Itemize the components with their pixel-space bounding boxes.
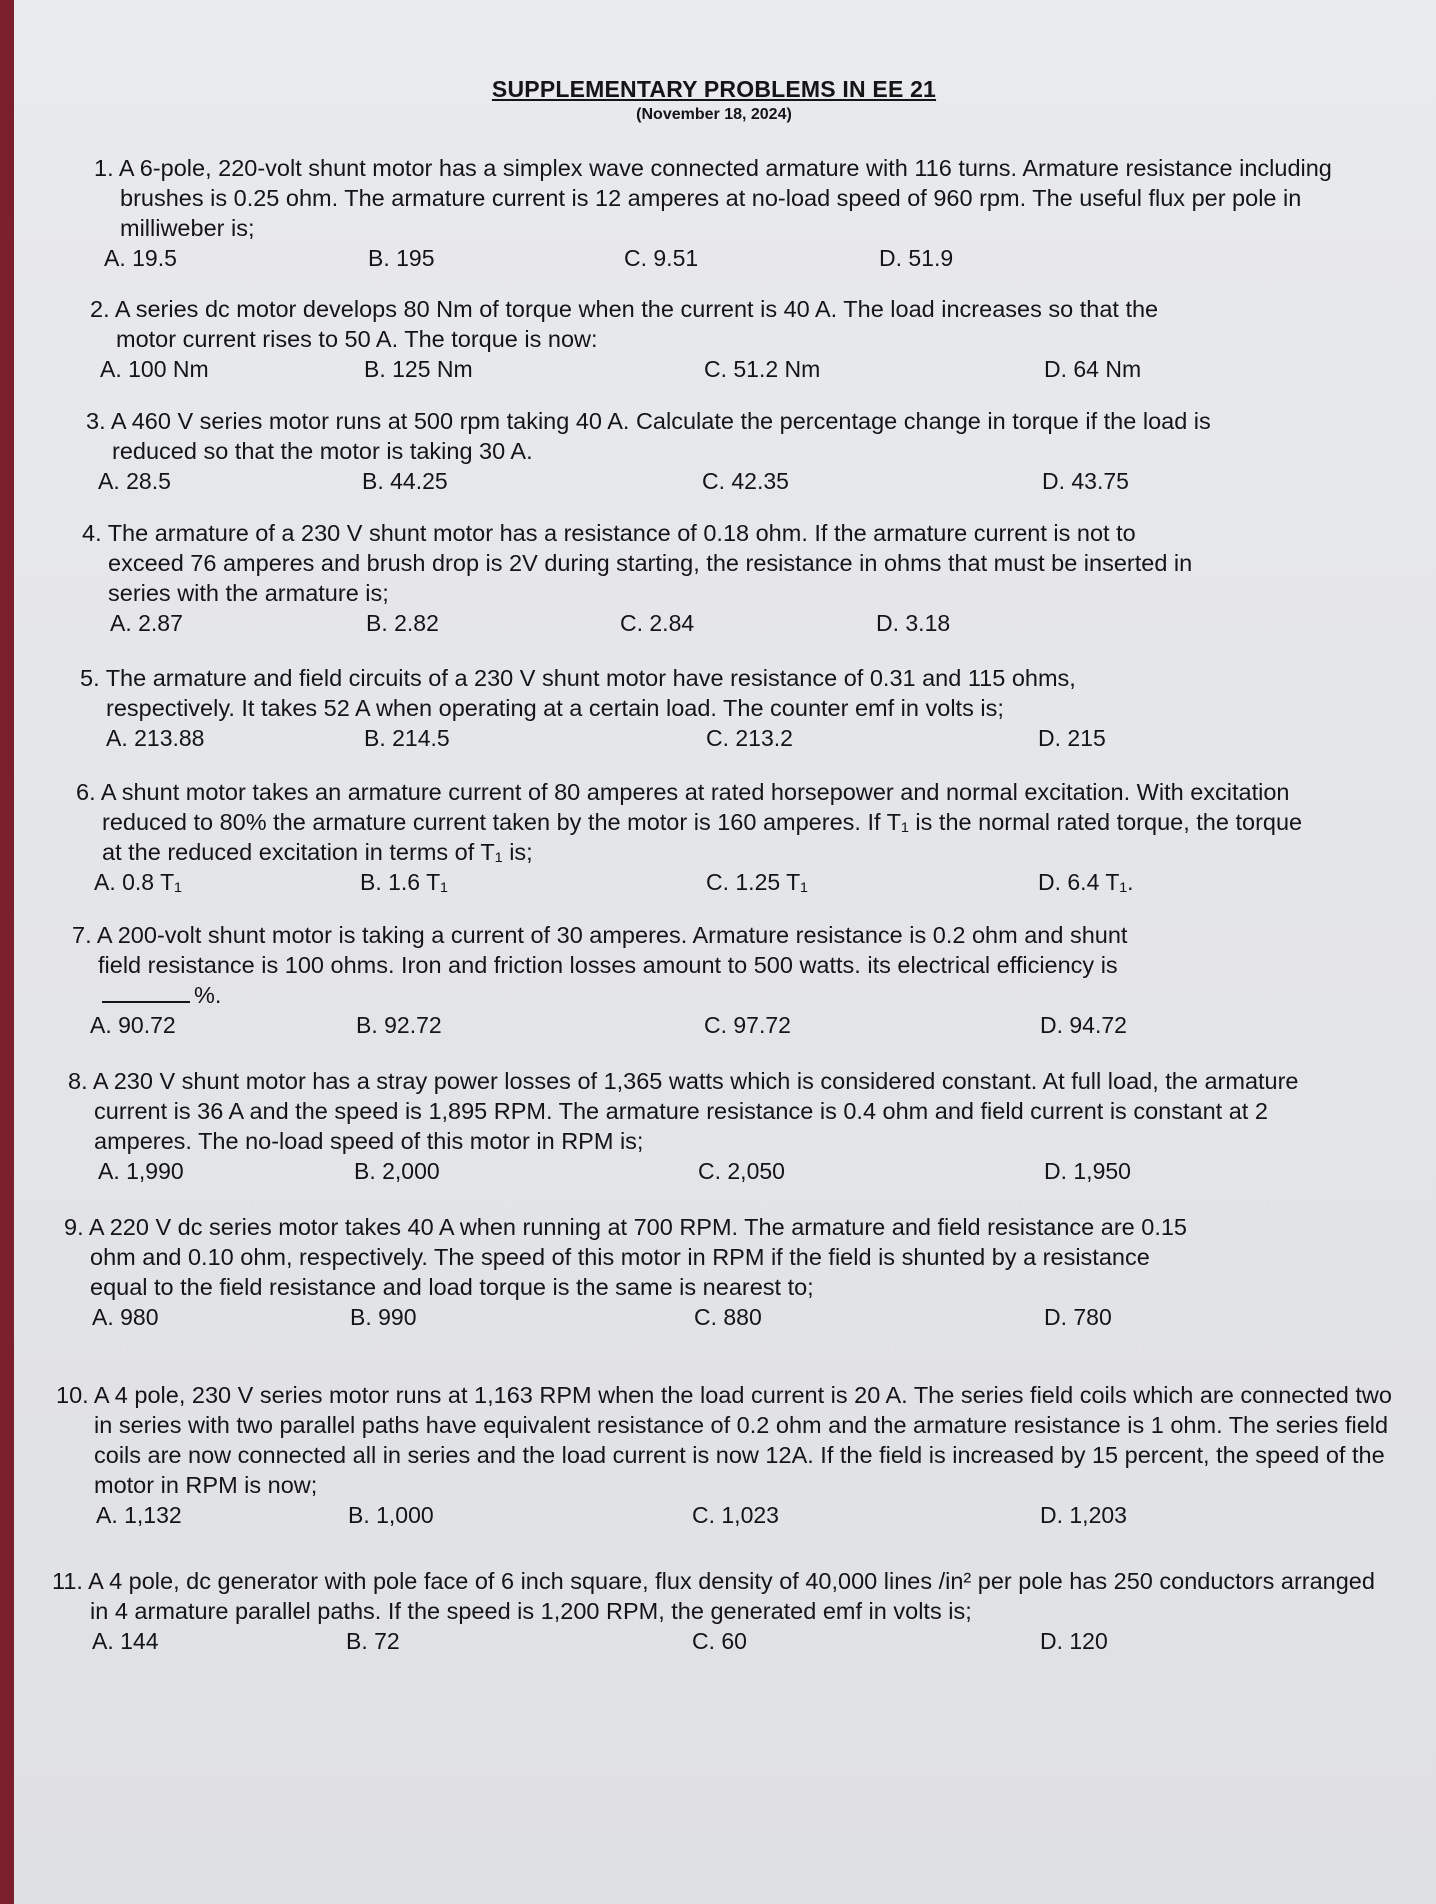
choices	[68, 1158, 1358, 1192]
problem-text: 11. A 4 pole, dc generator with pole face of 6 inch square, flux density of 40,000 lines /in² per pole has 250 conductors arranged in 4 armature parallel paths. If the speed is 1,200 RPM, the generated emf in volts is;	[52, 1568, 1375, 1624]
choices	[82, 610, 1202, 644]
problem-text	[72, 920, 1172, 1010]
choice-b: B. 72	[346, 1628, 400, 1654]
problem-9	[64, 1212, 1204, 1338]
problem-1	[94, 153, 1384, 279]
problem-4	[82, 518, 1202, 644]
choice-c: C. 213.2	[706, 725, 793, 751]
choice-b: B. 1.6 T₁	[360, 869, 448, 895]
choices	[86, 468, 1226, 502]
choice-a: A. 1,990	[98, 1158, 184, 1184]
choice-a: A. 1,132	[96, 1502, 182, 1528]
problem-8	[68, 1066, 1358, 1192]
choice-a: A. 28.5	[98, 468, 171, 494]
problem-text: 4. The armature of a 230 V shunt motor has a resistance of 0.18 ohm. If the armature current is not to exceed 76 amperes and brush drop is 2V during starting, the resistance in ohms that must be inserted in series with the armature is;	[82, 520, 1193, 606]
problem-text: 8. A 230 V shunt motor has a stray power losses of 1,365 watts which is considered constant. At full load, the armature current is 36 A and the speed is 1,895 RPM. The armature resistance is 0.4 ohm and field current is constant at 2 amperes. The no-load speed of this motor in RPM is;	[68, 1068, 1299, 1154]
choice-c: C. 51.2 Nm	[704, 356, 821, 382]
problem-text: 3. A 460 V series motor runs at 500 rpm taking 40 A. Calculate the percentage change in torque if the load is reduced so that the motor is taking 30 A.	[86, 408, 1211, 464]
answer-blank	[102, 1001, 190, 1003]
document-date: (November 18, 2024)	[636, 106, 792, 123]
choice-c: C. 42.35	[702, 468, 789, 494]
choice-d: D. 6.4 T₁.	[1038, 869, 1134, 895]
choices	[72, 1012, 1172, 1046]
problem-10	[56, 1380, 1406, 1536]
problem-text-before: 7. A 200-volt shunt motor is taking a current of 30 amperes. Armature resistance is 0.2 ohm and shunt field resistance is 100 ohms. Iron and friction losses amount to 500 watts. its electrical efficiency is	[72, 922, 1128, 978]
document-title: SUPPLEMENTARY PROBLEMS IN EE 21	[491, 76, 937, 102]
choice-d: D. 1,203	[1040, 1502, 1127, 1528]
choice-a: A. 213.88	[106, 725, 205, 751]
choice-c: C. 1,023	[692, 1502, 779, 1528]
choice-d: D. 120	[1040, 1628, 1108, 1654]
choice-d: D. 94.72	[1040, 1012, 1127, 1038]
choices	[56, 1502, 1406, 1536]
choice-b: B. 1,000	[348, 1502, 434, 1528]
problem-text: 1. A 6-pole, 220-volt shunt motor has a simplex wave connected armature with 116 turns. Armature resistance including brushes is 0.25 ohm. The armature current is 12 amperes at no-load speed of 960 rpm. The useful flux per pole in milliweber is;	[94, 155, 1332, 241]
choice-a: A. 2.87	[110, 610, 183, 636]
choices	[90, 356, 1210, 390]
choice-d: D. 51.9	[879, 245, 954, 271]
choice-d: D. 64 Nm	[1044, 356, 1142, 382]
choice-b: B. 2,000	[354, 1158, 440, 1184]
choices	[94, 245, 1384, 279]
choice-b: B. 195	[368, 245, 435, 271]
choice-c: C. 1.25 T₁	[706, 869, 808, 895]
choice-c: C. 97.72	[704, 1012, 791, 1038]
choice-c: C. 2,050	[698, 1158, 785, 1184]
problem-text: 10. A 4 pole, 230 V series motor runs at 1,163 RPM when the load current is 20 A. The series field coils which are connected two in series with two parallel paths have equivalent resistance of 0.2 ohm and the armature resistance is 1 ohm. The series field coils are now connected all in series and the load current is now 12A. If the field is increased by 15 percent, the speed of the motor in RPM is now;	[56, 1382, 1392, 1498]
choice-a: A. 90.72	[90, 1012, 176, 1038]
header	[14, 76, 1414, 124]
choice-c: C. 880	[694, 1304, 762, 1330]
choice-b: B. 125 Nm	[364, 356, 473, 382]
problem-text: 9. A 220 V dc series motor takes 40 A when running at 700 RPM. The armature and field resistance are 0.15 ohm and 0.10 ohm, respectively. The speed of this motor in RPM if the field is shunted by a resistance equal to the field resistance and load torque is the same is nearest to;	[64, 1214, 1187, 1300]
choice-a: A. 980	[92, 1304, 159, 1330]
choice-d: D. 1,950	[1044, 1158, 1131, 1184]
choice-b: B. 990	[350, 1304, 417, 1330]
choices	[76, 869, 1316, 903]
choice-a: A. 0.8 T₁	[94, 869, 182, 895]
choice-d: D. 43.75	[1042, 468, 1129, 494]
problem-text: 5. The armature and field circuits of a 230 V shunt motor have resistance of 0.31 and 115 ohms, respectively. It takes 52 A when operating at a certain load. The counter emf in volts is;	[80, 665, 1076, 721]
problem-7	[72, 920, 1172, 1046]
choices	[80, 725, 1190, 759]
problem-5	[80, 663, 1190, 759]
document-page	[14, 0, 1436, 1904]
choice-c: C. 2.84	[620, 610, 695, 636]
choice-b: B. 214.5	[364, 725, 450, 751]
problem-text: 6. A shunt motor takes an armature current of 80 amperes at rated horsepower and normal excitation. With excitation reduced to 80% the armature current taken by the motor is 160 amperes. If T₁ is the normal rated torque, the torque at the reduced excitation in terms of T₁ is;	[76, 779, 1303, 865]
problem-text-after: %.	[194, 982, 222, 1008]
choice-b: B. 2.82	[366, 610, 439, 636]
choice-c: C. 60	[692, 1628, 747, 1654]
choice-a: A. 19.5	[104, 245, 177, 271]
choice-d: D. 215	[1038, 725, 1106, 751]
choice-b: B. 92.72	[356, 1012, 442, 1038]
choices	[52, 1628, 1382, 1662]
choice-c: C. 9.51	[624, 245, 699, 271]
problem-3	[86, 406, 1226, 502]
choice-a: A. 144	[92, 1628, 159, 1654]
problem-6	[76, 777, 1316, 903]
problem-text: 2. A series dc motor develops 80 Nm of torque when the current is 40 A. The load increases so that the motor current rises to 50 A. The torque is now:	[90, 296, 1159, 352]
choices	[64, 1304, 1204, 1338]
choice-b: B. 44.25	[362, 468, 448, 494]
problem-2	[90, 294, 1210, 390]
problem-11	[52, 1566, 1382, 1662]
choice-d: D. 780	[1044, 1304, 1112, 1330]
choice-d: D. 3.18	[876, 610, 951, 636]
choice-a: A. 100 Nm	[100, 356, 209, 382]
